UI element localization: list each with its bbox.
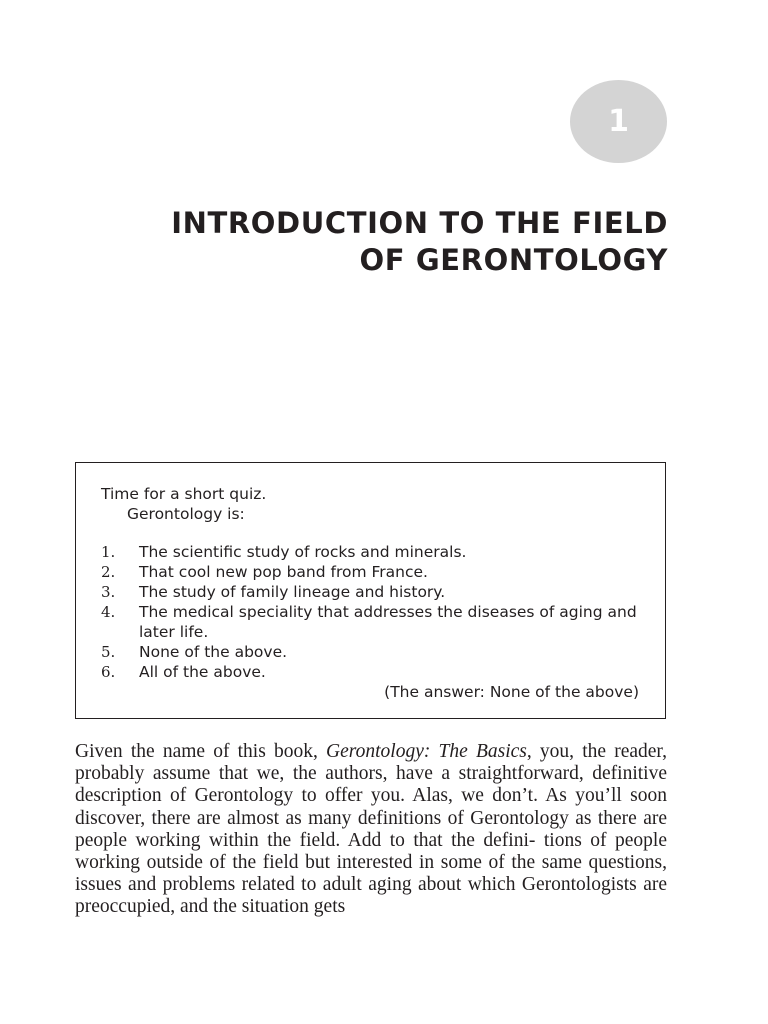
quiz-option — [101, 662, 649, 682]
quiz-option — [101, 542, 649, 562]
quiz-option — [101, 562, 649, 582]
quiz-option-text: The scientific study of rocks and minerals. — [139, 543, 467, 561]
chapter-title — [100, 205, 668, 279]
quiz-answer: (The answer: None of the above) — [384, 683, 639, 701]
body-text-after-title: , you, the reader, probably assume that we, the authors, have a straightforward, definitive description of Gerontology to offer you. Alas, we don’t. As you’ll soon discover, there are almost as many definitions of Gerontology as there are people working within the field. Add to that the defini- tions of people working outside of the field but interested in some of the same questions, issues and problems related to adult aging about which Gerontologists are preoccupied, and the situation gets — [75, 741, 668, 918]
quiz-option-number: 5. — [101, 643, 116, 661]
body-text-before-title: Given the name of this book, — [75, 741, 327, 762]
quiz-option-text: The medical speciality that addresses the diseases of aging and later life. — [139, 603, 637, 641]
quiz-option-text: None of the above. — [139, 643, 288, 661]
quiz-option — [101, 602, 649, 642]
book-title: Gerontology: The Basics — [326, 741, 527, 762]
chapter-title-line-2: OF GERONTOLOGY — [359, 243, 668, 277]
quiz-option — [101, 582, 649, 602]
quiz-options-list — [101, 542, 649, 682]
quiz-option-number: 6. — [101, 663, 116, 681]
chapter-number: 1 — [608, 104, 629, 139]
quiz-option-number: 1. — [101, 543, 116, 561]
quiz-option — [101, 642, 649, 662]
quiz-question: Gerontology is: — [127, 505, 245, 523]
body-paragraph — [75, 741, 667, 919]
chapter-number-badge — [570, 80, 667, 163]
chapter-title-line-1: INTRODUCTION TO THE FIELD — [171, 206, 668, 240]
quiz-intro: Time for a short quiz. — [101, 485, 267, 503]
quiz-option-number: 3. — [101, 583, 116, 601]
quiz-option-text: That cool new pop band from France. — [139, 563, 428, 581]
quiz-option-text: The study of family lineage and history. — [139, 583, 446, 601]
quiz-option-number: 4. — [101, 603, 116, 621]
quiz-option-number: 2. — [101, 563, 116, 581]
quiz-option-text: All of the above. — [139, 663, 266, 681]
quiz-box — [75, 462, 666, 719]
